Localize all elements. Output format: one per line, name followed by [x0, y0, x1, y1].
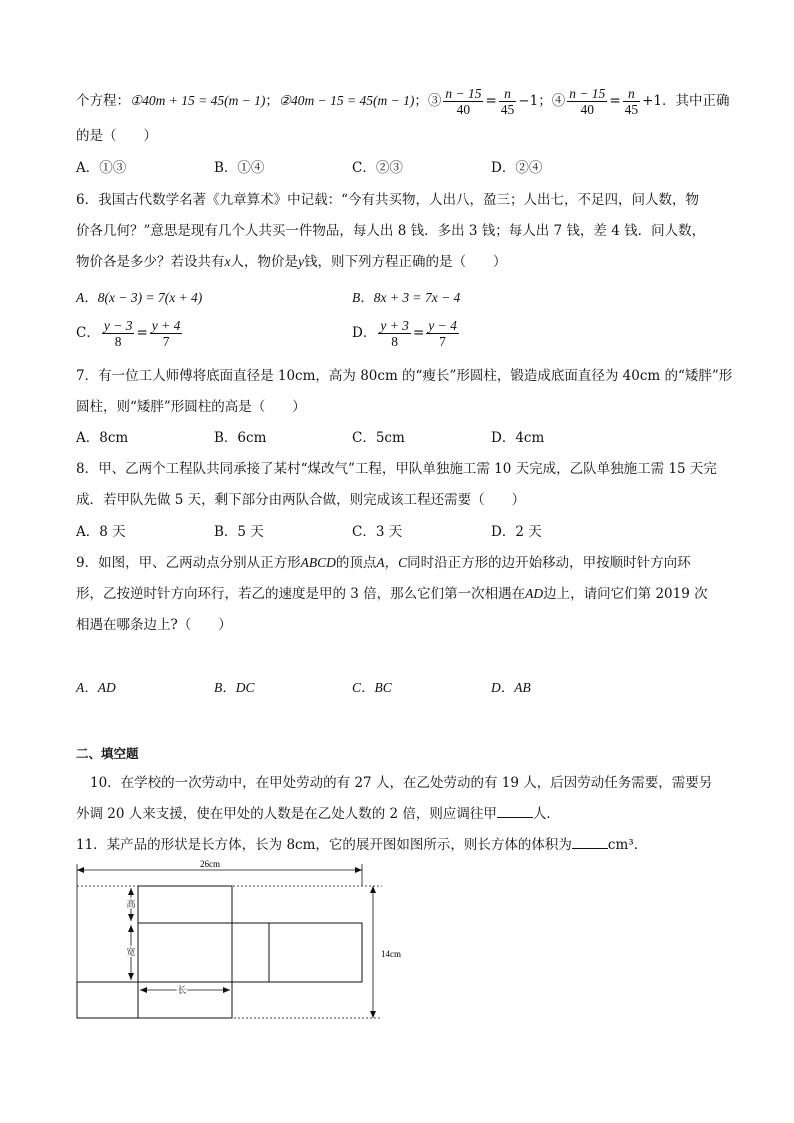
- q6-d-eq: =: [412, 325, 425, 341]
- q10-line2: [76, 802, 560, 822]
- q9-line1: [76, 551, 691, 571]
- q11-answer-blank[interactable]: [572, 836, 608, 849]
- q9-edge-ad: AD: [525, 586, 544, 601]
- q5-eq1: ①40m + 15 = 45(m − 1): [130, 93, 266, 108]
- label-kuan: 宽: [126, 947, 136, 957]
- q7-option-c[interactable]: C．5cm: [352, 430, 405, 446]
- q9-option-b[interactable]: B．DC: [214, 680, 255, 695]
- q7-line1: 7．有一位工人师傅将底面直径是 10cm，高为 80cm 的“瘦长”形圆柱，锻造成底面直径为 40cm 的“矮胖”形: [76, 368, 733, 384]
- q7-line2: 圆柱，则“矮胖”形圆柱的高是（ ）: [76, 399, 306, 415]
- q5-line1: [76, 86, 730, 117]
- q6-var-x: x: [224, 254, 231, 269]
- q11-net-figure: [70, 856, 410, 1028]
- q6-d-rden: 7: [439, 334, 446, 349]
- q6-option-b[interactable]: B．8x + 3 = 7x − 4: [352, 290, 461, 305]
- q5-eq4-rden: 45: [624, 102, 639, 117]
- face-front: [138, 923, 232, 982]
- face-top: [138, 886, 232, 923]
- q5-eq3-den: 40: [456, 102, 471, 117]
- q6-var-y: y: [298, 254, 304, 269]
- section-title: 二、填空题: [76, 746, 139, 761]
- q6-line3-c: 钱，则下列方程正确的是（ ）: [304, 254, 507, 270]
- q6-option-d-label: D．: [352, 325, 377, 341]
- q6-line3-b: 人，物价是: [230, 254, 298, 270]
- q6-line1: 6．我国古代数学名著《九章算术》中记载：“今有共买物，人出八，盈三；人出七，不足四，问人数，物: [76, 192, 699, 208]
- q5-eq3-frac-left: [443, 86, 483, 117]
- q10-answer-blank[interactable]: [497, 805, 533, 818]
- q6-c-rnum: y + 4: [151, 318, 181, 333]
- q6-line2: 价各几何？”意思是现有几个人共买一件物品，每人出 8 钱．多出 3 钱；每人出 7 钱，差 4 钱．问人数，: [76, 223, 706, 239]
- q6-option-d-frac-left: [378, 318, 411, 349]
- q9-line2: [76, 582, 708, 602]
- q9-line2-a: 形，乙按逆时针方向环行，若乙的速度是甲的 3 倍，那么它们第一次相遇在: [76, 586, 526, 602]
- q5-eq4-eq: =: [609, 93, 621, 109]
- q9-option-d[interactable]: D．AB: [491, 680, 531, 695]
- q6-c-lnum: y − 3: [103, 318, 133, 333]
- q6-d-lden: 8: [391, 334, 398, 349]
- q10-line1: 10．在学校的一次劳动中，在甲处劳动的有 27 人，在乙处劳动的有 19 人，后因劳动任务需要，需要另: [90, 775, 713, 791]
- q5-eq2: ②40m − 15 = 45(m − 1): [278, 93, 415, 108]
- q6-option-c[interactable]: [76, 318, 184, 349]
- q9-line1-b: 的顶点: [335, 555, 377, 571]
- dim-label-height: 14cm: [381, 949, 401, 959]
- q5-sep2: ；: [414, 93, 428, 109]
- q6-option-d[interactable]: [352, 318, 461, 349]
- q9-line1-c: 同时沿正方形的边开始移动，甲按顺时针方向环: [407, 555, 691, 571]
- q5-eq3-frac-right: [499, 86, 517, 117]
- q8-line1: 8．甲、乙两个工程队共同承接了某村“煤改气”工程，甲队单独施工需 10 天完成，乙队单独施工需 15 天完: [76, 461, 717, 477]
- label-chang: 长: [177, 985, 187, 995]
- q6-d-lnum: y + 3: [380, 318, 409, 333]
- q5-eq3-tail: −1: [518, 93, 539, 109]
- q5-eq4-num: n − 15: [569, 86, 606, 101]
- q6-option-d-frac-right: [426, 318, 459, 349]
- q5-eq3-mark: ③: [427, 93, 442, 109]
- q5-eq3-num: n − 15: [445, 86, 482, 101]
- q8-option-b[interactable]: B．5 天: [214, 524, 264, 540]
- q5-eq4-frac-left: [567, 86, 607, 117]
- q6-line3-a: 物价各是多少？若设共有: [76, 254, 225, 270]
- q5-option-c[interactable]: C．②③: [352, 160, 403, 176]
- q5-option-a[interactable]: A．①③: [76, 160, 127, 176]
- q6-option-c-frac-left: [102, 318, 135, 349]
- face-side: [232, 923, 269, 982]
- q8-option-d[interactable]: D．2 天: [491, 524, 542, 540]
- q7-option-d[interactable]: D．4cm: [491, 430, 545, 446]
- q7-option-a[interactable]: A．8cm: [76, 430, 129, 446]
- q6-c-lden: 8: [114, 334, 122, 349]
- q5-eq3-rnum: n: [499, 86, 517, 102]
- face-left-side: [77, 982, 138, 1018]
- q9-line2-b: 边上，请问它们第 2019 次: [543, 586, 708, 602]
- q5-prefix: 个方程：: [76, 93, 130, 109]
- q8-option-c[interactable]: C．3 天: [352, 524, 403, 540]
- q6-d-rnum: y − 4: [428, 318, 457, 333]
- q8-option-a[interactable]: A．8 天: [76, 524, 126, 540]
- q5-option-d[interactable]: D．②④: [491, 160, 543, 176]
- q5-eq3-eq: =: [485, 93, 497, 109]
- q9-line3: 相遇在哪条边上?（ ）: [76, 617, 232, 633]
- q5-line2: 的是（ ）: [76, 128, 157, 144]
- q6-c-eq: =: [136, 325, 148, 341]
- q10-line2-b: 人．: [532, 806, 560, 822]
- label-gao: 高: [126, 899, 136, 909]
- q5-eq4-mark: ④: [551, 93, 566, 109]
- q10-line2-a: 外调 20 人来支援，使在甲处的人数是在乙处人数的 2 倍，则应调往甲: [76, 806, 497, 822]
- q5-suffix: ．其中正确: [662, 93, 730, 109]
- q8-line2: 成．若甲队先做 5 天，剩下部分由两队合做，则完成该工程还需要（ ）: [76, 492, 526, 508]
- q5-eq4-den: 40: [580, 102, 594, 117]
- q9-vertices: A，C: [376, 555, 408, 570]
- q7-option-b[interactable]: B．6cm: [214, 430, 267, 446]
- q11-line: [76, 833, 647, 853]
- q6-option-c-frac-right: [150, 318, 183, 349]
- q11-line-a: 11．某产品的形状是长方体，长为 8cm，它的展开图如图所示，则长方体的体积为: [76, 837, 572, 853]
- q5-sep1: ；: [265, 93, 279, 109]
- q9-option-a[interactable]: A．AD: [76, 680, 116, 695]
- q5-eq4-tail: +1: [642, 93, 663, 109]
- q9-line1-a: 9．如图，甲、乙两动点分别从正方形: [76, 555, 301, 571]
- q5-eq4-frac-right: [623, 86, 641, 117]
- q5-option-b[interactable]: B．①④: [214, 160, 265, 176]
- q5-eq3-rden: 45: [500, 102, 515, 117]
- q9-square-name: ABCD: [300, 555, 336, 570]
- dim-label-width: 26cm: [200, 859, 220, 869]
- q5-sep3: ；: [538, 93, 552, 109]
- face-back: [269, 923, 362, 982]
- q5-eq4-rnum: n: [623, 86, 641, 102]
- q6-line3: [76, 250, 507, 270]
- q6-c-rden: 7: [162, 334, 170, 349]
- q11-line-b: cm³．: [607, 837, 648, 853]
- q6-option-a[interactable]: A．8(x − 3) = 7(x + 4): [76, 290, 203, 305]
- q6-option-c-label: C．: [76, 325, 100, 341]
- q9-option-c[interactable]: C．BC: [352, 680, 392, 695]
